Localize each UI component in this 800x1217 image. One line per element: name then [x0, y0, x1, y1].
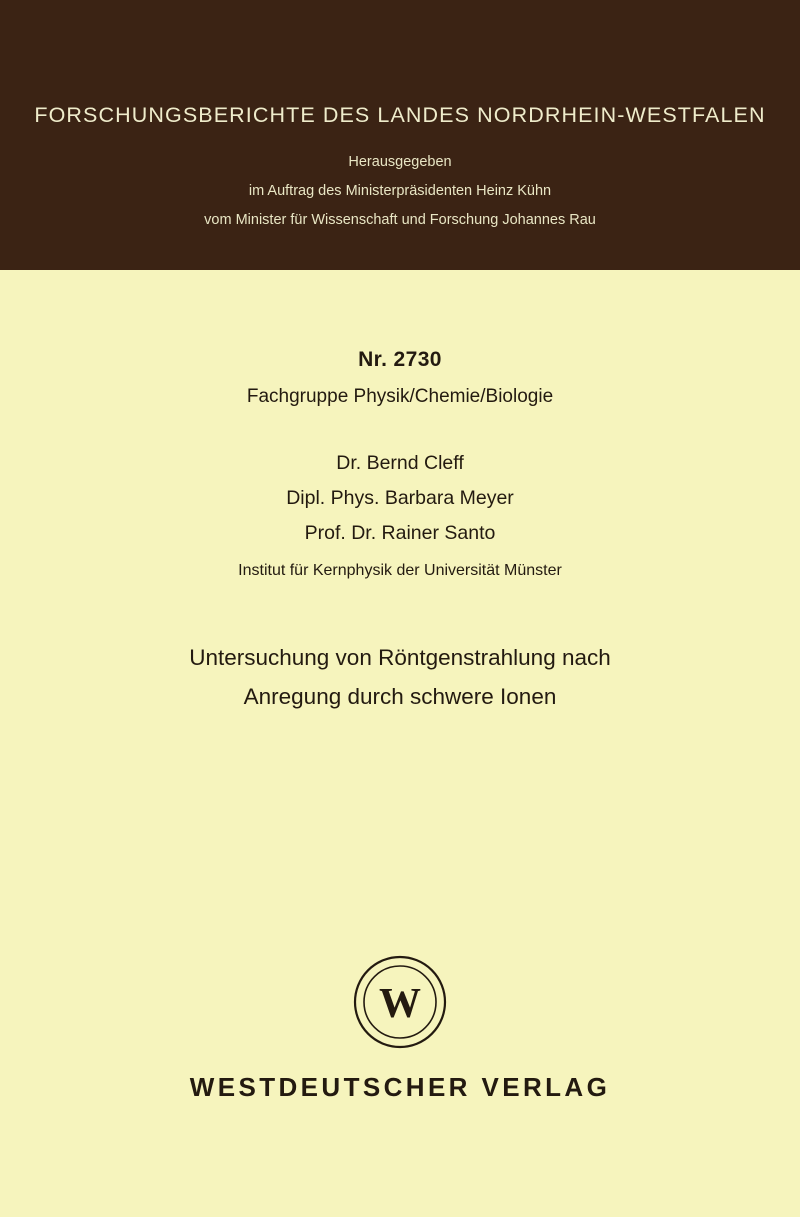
page-title [0, 645, 800, 710]
author-name: Dipl. Phys. Barbara Meyer [286, 487, 514, 509]
title-line-2: Anregung durch schwere Ionen [243, 684, 557, 709]
institute-affiliation: Institut für Kernphysik der Universität Münster [238, 562, 562, 579]
series-banner [0, 0, 800, 270]
svg-text:W: W [379, 981, 421, 1027]
author-name: Prof. Dr. Rainer Santo [304, 522, 496, 544]
publisher-logo [0, 955, 800, 1049]
cover-content [0, 270, 800, 723]
series-title: FORSCHUNGSBERICHTE DES LANDES NORDRHEIN-WESTFALEN [34, 103, 766, 127]
editor-line-1: im Auftrag des Ministerpräsidenten Heinz Kühn [248, 183, 552, 199]
editor-label: Herausgegeben [348, 154, 452, 170]
report-number: Nr. 2730 [358, 348, 442, 371]
westdeutscher-verlag-logo-icon [353, 955, 447, 1049]
author-name: Dr. Bernd Cleff [336, 452, 464, 474]
editor-line-2: vom Minister für Wissenschaft und Forschung Johannes Rau [204, 212, 596, 228]
subject-group: Fachgruppe Physik/Chemie/Biologie [246, 386, 554, 407]
publisher-block [0, 955, 800, 1103]
publisher-name: WESTDEUTSCHER VERLAG [189, 1072, 611, 1102]
title-line-1: Untersuchung von Röntgenstrahlung nach [189, 645, 611, 670]
author-list [0, 452, 800, 545]
